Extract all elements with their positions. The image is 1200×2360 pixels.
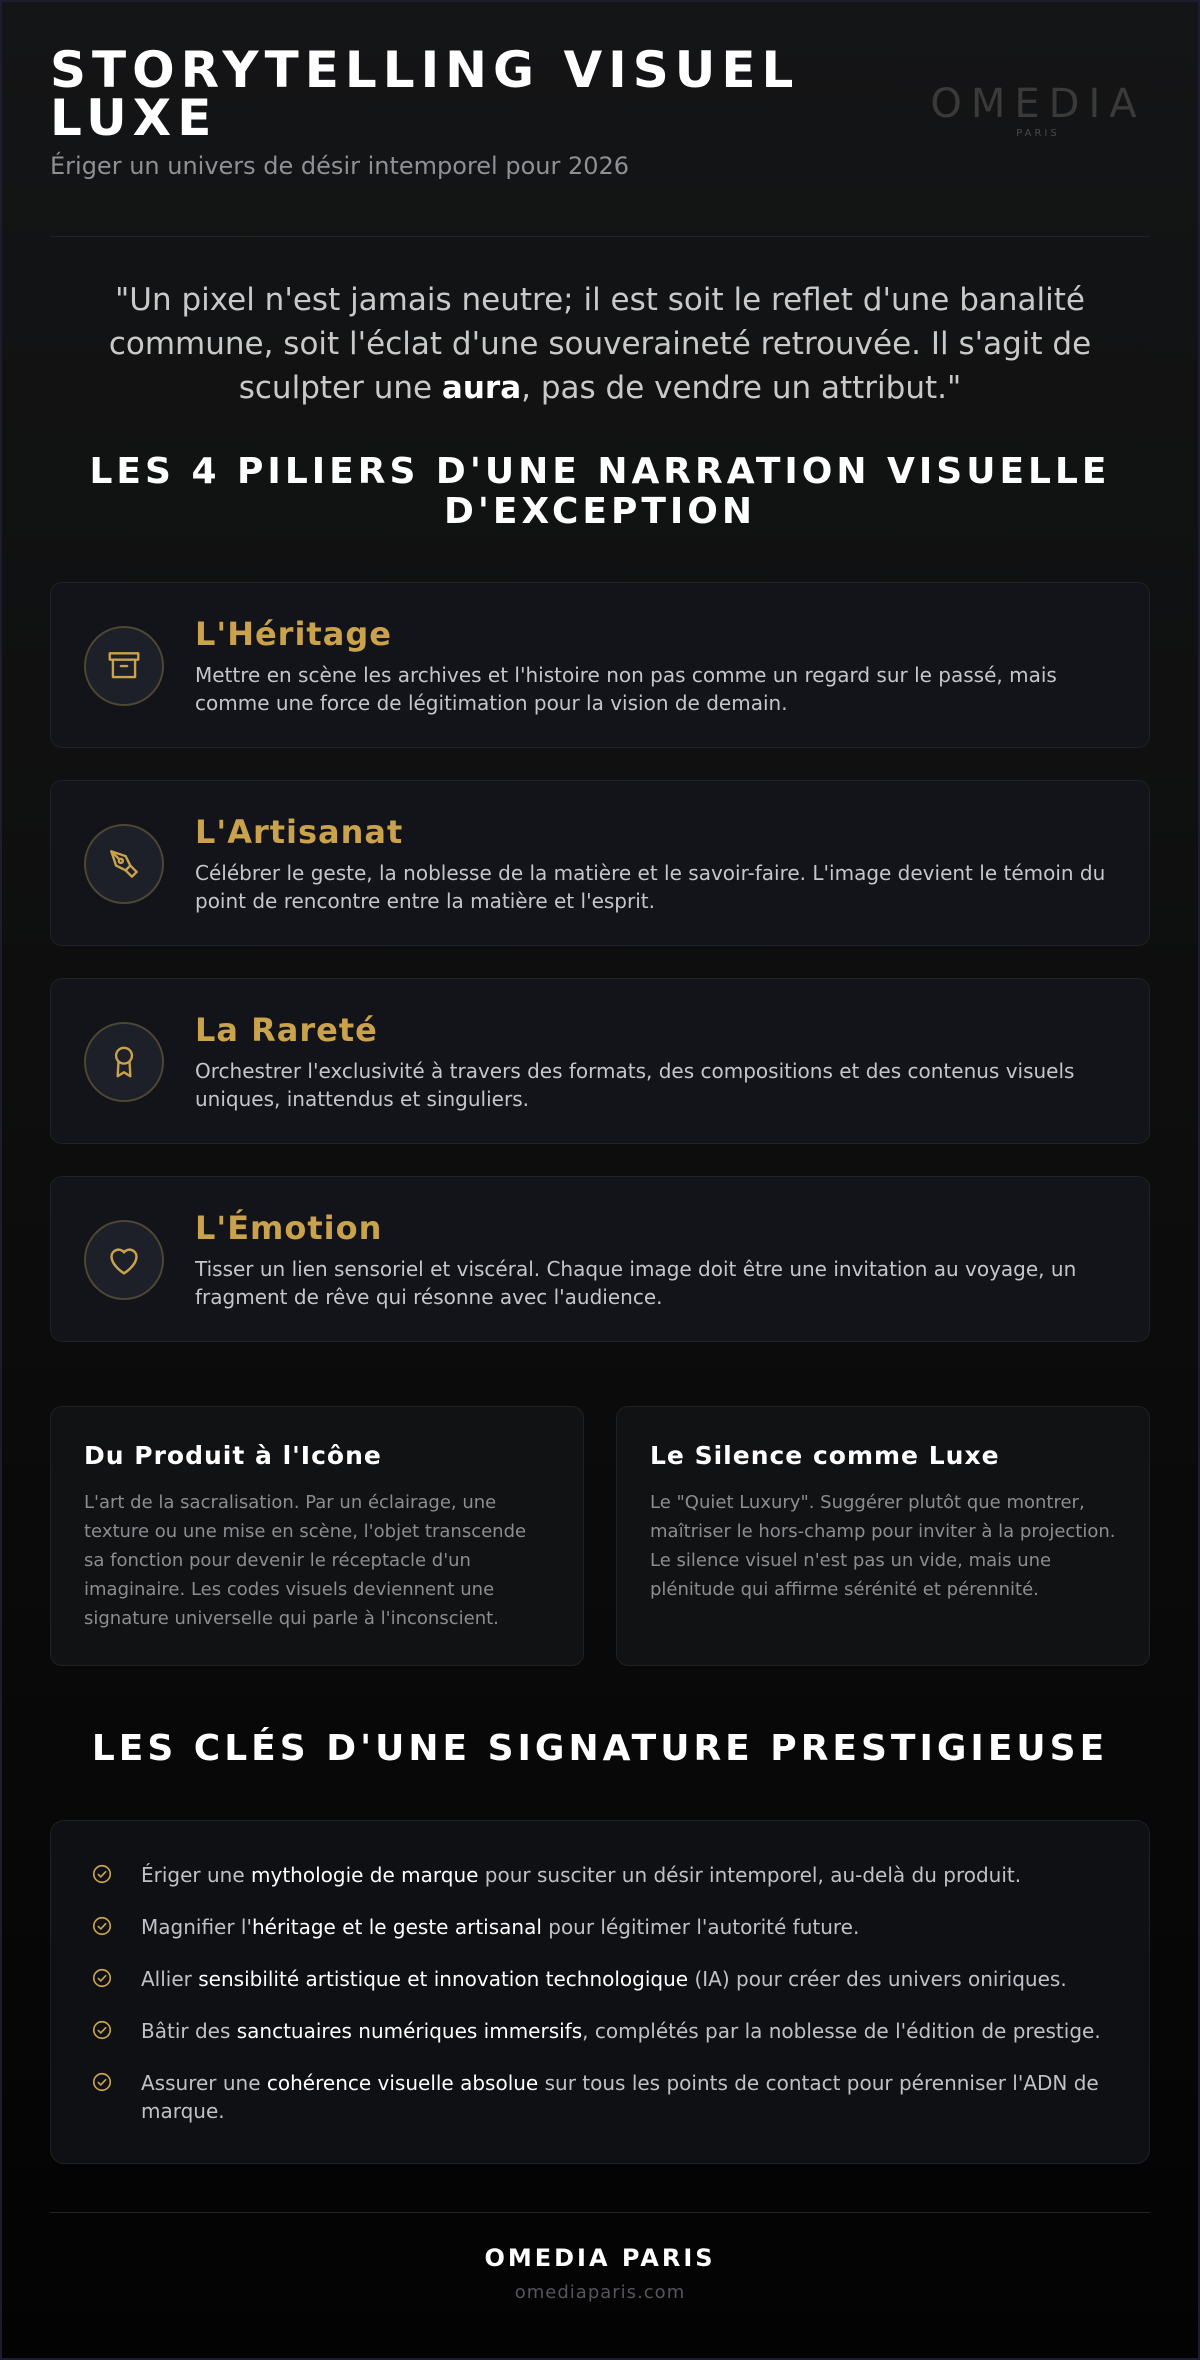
keys-list (50, 1820, 1150, 2164)
card-text: L'art de la sacralisation. Par un éclairage, une texture ou une mise en scène, l'objet transcende sa fonction pour devenir le réceptacle d'un imaginaire. Les codes visuels deviennent une signature universelle qui parle à l'inconscient. (84, 1492, 527, 1629)
pillar-card-rarete (50, 978, 1150, 1144)
quote-text-start: "Un pixel n'est jamais neutre; il est soit le reflet d'une banalité commune, soit l'éclat d'une souveraineté retrouvée. Il s'agit de sculpter une (108, 282, 1092, 406)
pillars-section-title: LES 4 PILIERS D'UNE NARRATION VISUELLE D'EXCEPTION (89, 451, 1111, 532)
key-highlight: sensibilité artistique et innovation technologique (198, 1967, 689, 1991)
header-divider (50, 236, 1150, 237)
card-silence-luxe (616, 1406, 1150, 1666)
page-title: STORYTELLING VISUEL LUXE (50, 41, 800, 147)
quote-text-end: , pas de vendre un attribut." (521, 370, 962, 406)
list-item-text: Allier sensibilité artistique et innovation technologique (IA) pour créer des univers oniriques. (141, 1967, 1067, 1991)
brand-logo (926, 81, 1150, 139)
check-circle-icon (91, 1863, 113, 1885)
footer (0, 2244, 1200, 2303)
pillar-title: La Rareté (195, 1011, 378, 1049)
key-highlight: mythologie de marque (251, 1863, 479, 1887)
key-highlight: sanctuaires numériques immersifs (236, 2019, 583, 2043)
intro-quote (100, 278, 1100, 410)
pen-nib-icon (84, 824, 164, 904)
keys-section-title: LES CLÉS D'UNE SIGNATURE PRESTIGIEUSE (91, 1728, 1109, 1769)
list-item-text: Bâtir des sanctuaires numériques immersifs, complétés par la noblesse de l'édition de prestige. (141, 2019, 1101, 2043)
award-ribbon-icon (84, 1022, 164, 1102)
list-item (91, 1965, 1121, 1993)
card-title: Le Silence comme Luxe (650, 1441, 1000, 1470)
key-highlight: héritage et le geste artisanal (251, 1915, 542, 1939)
footer-website-link[interactable]: omediaparis.com (514, 2282, 686, 2303)
quote-emphasis: aura (441, 370, 522, 406)
check-circle-icon (91, 1915, 113, 1937)
list-item (91, 1913, 1121, 1941)
check-circle-icon (91, 1967, 113, 1989)
pillar-title: L'Émotion (195, 1209, 383, 1247)
pillar-title: L'Artisanat (195, 813, 404, 851)
pillar-description: Tisser un lien sensoriel et viscéral. Chaque image doit être une invitation au voyage, un fragment de rêve qui résonne avec l'audience. (195, 1257, 1077, 1309)
check-circle-icon (91, 2019, 113, 2041)
list-item-text: Assurer une cohérence visuelle absolue sur tous les points de contact pour pérenniser l'ADN de marque. (141, 2071, 1099, 2123)
pillar-description: Orchestrer l'exclusivité à travers des formats, des compositions et des contenus visuels uniques, inattendus et singuliers. (195, 1059, 1075, 1111)
list-item (91, 2069, 1121, 2125)
logo-wordmark: OMEDIA (930, 81, 1146, 127)
logo-subtitle: PARIS (1016, 128, 1060, 139)
list-item-text: Ériger une mythologie de marque pour susciter un désir intemporel, au-delà du produit. (141, 1863, 1022, 1887)
header (50, 41, 1150, 196)
list-item (91, 1861, 1121, 1889)
footer-brand-name: OMEDIA PARIS (484, 2244, 716, 2272)
pillar-description: Mettre en scène les archives et l'histoire non pas comme un regard sur le passé, mais comme une force de légitimation pour la vision de demain. (195, 663, 1057, 715)
list-item-text: Magnifier l'héritage et le geste artisanal pour légitimer l'autorité future. (141, 1915, 860, 1939)
footer-divider (50, 2212, 1150, 2213)
card-title: Du Produit à l'Icône (84, 1441, 382, 1470)
pillar-title: L'Héritage (195, 615, 392, 653)
archive-box-icon (84, 626, 164, 706)
pillar-card-artisanat (50, 780, 1150, 946)
pillar-card-emotion (50, 1176, 1150, 1342)
list-item (91, 2017, 1121, 2045)
pillar-card-heritage (50, 582, 1150, 748)
pillar-description: Célébrer le geste, la noblesse de la matière et le savoir-faire. L'image devient le témoin du point de rencontre entre la matière et l'esprit. (195, 861, 1106, 913)
check-circle-icon (91, 2071, 113, 2093)
key-highlight: cohérence visuelle absolue (266, 2071, 539, 2095)
heart-icon (84, 1220, 164, 1300)
card-text: Le "Quiet Luxury". Suggérer plutôt que montrer, maîtriser le hors-champ pour inviter à la projection. Le silence visuel n'est pas un vide, mais une plénitude qui affirme sérénité et pérennité. (650, 1492, 1116, 1600)
page-subtitle: Ériger un univers de désir intemporel pour 2026 (50, 152, 630, 180)
card-produit-icone (50, 1406, 584, 1666)
